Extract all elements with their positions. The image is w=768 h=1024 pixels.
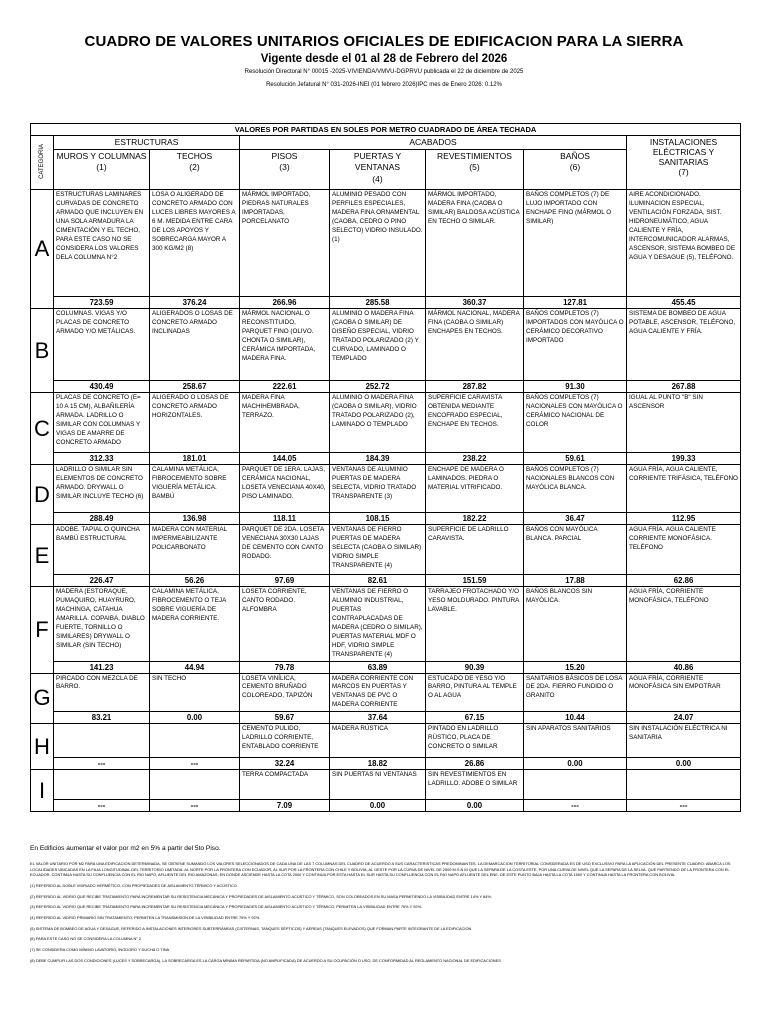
value-cell: 238.22 (426, 453, 524, 465)
value-cell: 0.00 (524, 758, 627, 770)
values-row-a (31, 297, 741, 309)
description-cell: BAÑOS COMPLETOS (7) NACIONALES BLANCOS CON MAYÓLICA BLANCA. (524, 465, 627, 513)
value-cell: 56.26 (150, 575, 240, 587)
category-letter: B (31, 309, 54, 393)
description-cell: AGUA FRÍA. AGUA CALIENTE CORRIENTE MONOFÁSICA. TELÉFONO (627, 525, 741, 575)
column-header-2-num: (2) (189, 162, 200, 173)
value-cell: 32.24 (240, 758, 330, 770)
description-cell: ALUMINIO O MADERA FINA (CAOBA O SIMILAR), VIDRIO TRATADO POLARIZADO (2), LAMINADO O TEMPLADO (330, 393, 426, 453)
category-row-f (31, 587, 741, 662)
value-cell: 0.00 (426, 800, 524, 812)
description-cell: MADERA CORRIENTE CON MARCOS EN PUERTAS Y VENTANAS DE PVC O MADERA CORRIENTE (330, 673, 426, 712)
value-cell: 44.94 (150, 661, 240, 673)
value-cell: 258.67 (150, 381, 240, 393)
note-paragraph: (8) DEBE CUMPLIR LAS DOS CONDICIONES (LUCES Y SOBRECARGA). LA SOBRECARGA ES LA CARGA MÍNIMA REPARTIDA (NO AMPLIFICADA) DE ACUERDO A SU OCUPACIÓN O USO, DE CONFORMIDAD AL REGLAMENTO NACIONAL DE EDIFICACIONES (30, 957, 501, 963)
resolution-reference: Resolución Directoral N° 00015 -2025-VIVIENDA/VMVU-DGPRVU publicada el 22 de diciembre de 2025 (244, 69, 524, 75)
column-header-3 (240, 150, 330, 190)
validity-period: Vigente desde el 01 al 28 de Febrero del 2026 (260, 53, 508, 65)
column-header-1-name: MUROS Y COLUMNAS (56, 151, 147, 161)
value-cell: 82.61 (330, 575, 426, 587)
value-cell: --- (150, 758, 240, 770)
value-cell: 181.01 (150, 453, 240, 465)
column-header-7-num: (7) (678, 167, 689, 177)
description-cell: IGUAL AL PUNTO "B" SIN ASCENSOR (627, 393, 741, 453)
value-cell: 144.05 (240, 453, 330, 465)
value-cell: 151.59 (426, 575, 524, 587)
note-paragraph: EL VALOR UNITARIO POR M2 PARA UNA EDIFICACION DETERMINADA, SE OBTIENE SUMANDO LOS VALORES SELECCIONADOS DE CADA UNA DE LAS 7 COLUMNAS DEL CUADRO DE ACUERDO A SUS CARACTERISTICAS PREDOMINANTES. LA DEMARCACION TERRITORIAL CONSIDERADA ES DE USO EXCLUSIVO PARA LA APLICACION DEL PRESENTE CUADRO: ABARCA LOS LOCALIDADES UBICADAS EN LA FAJA LONGITUDINAL DEL TERRITORIO LIMITADA: AL NORTE POR LA FRONTERA CON ECUADOR, AL SUR POR LA FRONTERA CON CHILE Y BOLIVIA; AL OESTE POR LA CURVA DE NIVEL DE 2000 M.S.N.M QUE LA SEPARA DE LA COSTA ESTE, POR UNA CURVA DE NIVEL QUE LA SEPARA DE LA SELVA. QUE PARTIENDO DE LA FRONTERA CON EL ECUADOR, CONTINUA HASTA SU CONFLUENCIA CON EL RIO NAPO, AFLUENTE DEL RIO AMAZONAS, EN DONDE ASCIENDE HASTA LA COTA 2000 Y CONTINUA POR ESTA HASTA EL SUR HASTA SU CONFLUENCIA CON EL RIO NAPO AFLUENTE DEL ENE. DE ESTE PUNTO BAJA HASTA LA COTA 1500 Y CONTINUA HASTA LA FRONTERA CON BOLIVIA. (30, 861, 731, 878)
description-cell: BAÑOS BLANCOS SIN MAYÓLICA. (524, 587, 627, 662)
description-cell: ESTUCADO DE YESO Y/O BARRO, PINTURA AL TEMPLE O AL AGUA (426, 673, 524, 712)
description-cell: SIN REVESTIMIENTOS EN LADRILLO. ADOBE O SIMILAR (426, 770, 524, 800)
values-row-g (31, 712, 741, 724)
description-cell: SUPERFICIE CARAVISTA OBTENIDA MEDIANTE ENCOFRADO ESPECIAL, ENCHAPE EN TECHOS. (426, 393, 524, 453)
column-header-4 (330, 150, 426, 190)
value-cell: --- (54, 800, 150, 812)
values-row-f (31, 661, 741, 673)
categoria-header (31, 136, 54, 190)
description-cell: TARRAJEO FROTACHADO Y/O YESO MOLDURADO. PINTURA LAVABLE. (426, 587, 524, 662)
category-row-g (31, 673, 741, 712)
description-cell: PARQUET DE 2DA. LOSETA VENECIANA 30X30 LAJAS DE CEMENTO CON CANTO RODADO. (240, 525, 330, 575)
description-cell: VENTANAS DE FIERRO O ALUMINIO INDUSTRIAL, PUERTAS CONTRAPLACADAS DE MADERA (CEDRO O SIMILAR), PUERTAS MATERIAL MDF O HDF, VIDRIO SIMPLE TRANSPARENTE (4) (330, 587, 426, 662)
column-header-2-name: TECHOS (176, 151, 213, 161)
description-cell: MADERA FINA MACHIHEMBRADA, TERRAZO. (240, 393, 330, 453)
value-cell: 287.82 (426, 381, 524, 393)
description-cell (524, 770, 627, 800)
column-header-7-name: INSTALACIONES ELÉCTRICAS Y SANITARIAS (649, 137, 718, 167)
value-cell: 10.44 (524, 712, 627, 724)
category-letter: I (31, 770, 54, 812)
category-row-b (31, 309, 741, 381)
description-cell: MÁRMOL IMPORTADO, MADERA FINA (CAOBA O SIMILAR) BALDOSA ACÚSTICA EN TECHO O SIMILAR. (426, 190, 524, 297)
category-row-e (31, 525, 741, 575)
value-cell: 118.11 (240, 513, 330, 525)
description-cell: LOSETA CORRIENTE, CANTO RODADO. ALFOMBRA (240, 587, 330, 662)
description-cell: ENCHAPE DE MADERA O LAMINADOS. PIEDRA O MATERIAL VITRIFICADO. (426, 465, 524, 513)
group-estructuras: ESTRUCTURAS (54, 136, 240, 150)
value-cell: 222.61 (240, 381, 330, 393)
group-acabados: ACABADOS (240, 136, 627, 150)
description-cell: PLACAS DE CONCRETO (E= 10 A 15 CM), ALBAÑILERÍA ARMADA. LADRILLO O SIMILAR CON COLUMNAS Y VIGAS DE AMARRE DE CONCRETO ARMADO (54, 393, 150, 453)
category-row-h (31, 724, 741, 758)
column-header-4-name: PUERTAS Y VENTANAS (353, 151, 402, 173)
description-cell: MÁRMOL NACIONAL O RECONSTITUIDO, PARQUET FINO (OLIVO. CHONTA O SIMILAR), CERÁMICA IMPORTADA, MADERA FINA. (240, 309, 330, 381)
value-cell: 97.69 (240, 575, 330, 587)
value-cell: 312.33 (54, 453, 150, 465)
description-cell (54, 770, 150, 800)
value-cell: 182.22 (426, 513, 524, 525)
column-header-6 (524, 150, 627, 190)
value-cell: --- (54, 758, 150, 770)
value-cell: --- (524, 800, 627, 812)
column-header-6-num: (6) (569, 162, 581, 173)
values-row-e (31, 575, 741, 587)
category-row-d (31, 465, 741, 513)
table-banner: VALORES POR PARTIDAS EN SOLES POR METRO CUADRADO DE ÁREA TECHADA (31, 124, 741, 136)
description-cell: ALIGERADOS O LOSAS DE CONCRETO ARMADO INCLINADAS (150, 309, 240, 381)
description-cell (150, 770, 240, 800)
description-cell: PIRCADO CON MEZCLA DE BARRO. (54, 673, 150, 712)
description-cell: COLUMNAS. VIGAS Y/O PLACAS DE CONCRETO ARMADO Y/O METÁLICAS. (54, 309, 150, 381)
value-cell: 108.15 (330, 513, 426, 525)
description-cell: MADERA (ESTORAQUE, PUMAQUIRO, HUAYRURO, MACHINGA, CATAHUA AMARILLA. COPAIBA, DIABLO FUERTE, TORNILLO O SIMILARES) DRYWALL O SIMILAR (SIN TECHO) (54, 587, 150, 662)
category-letter: A (31, 190, 54, 309)
column-header-5-num: (5) (469, 162, 480, 173)
category-letter: F (31, 587, 54, 674)
description-cell: BAÑOS COMPLETOS (7) IMPORTADOS CON MAYÓLICA O CERÁMICO DECORATIVO IMPORTADO (524, 309, 627, 381)
note-paragraph: (1) REFERIDO AL DOBLE VIDRIADO HERMÉTICO, CON PROPIEDADES DE AISLAMIENTO TÉRMICO Y ACÚSTICO (30, 882, 237, 888)
column-header-1-num: (1) (96, 162, 107, 173)
description-cell: PINTADO EN LADRILLO RÚSTICO, PLACA DE CONCRETO O SIMILAR (426, 724, 524, 758)
description-cell: ALUMINIO O MADERA FINA (CAOBA O SIMILAR) DE DISEÑO ESPECIAL, VIDRIO TRATADO POLARIZADO (2) Y CURVADO, LAMINADO O TEMPLADO (330, 309, 426, 381)
description-cell: LOSETA VINÍLICA, CEMENTO BRUÑADO COLOREADO, TAPIZÓN (240, 673, 330, 712)
value-cell: 26.86 (426, 758, 524, 770)
column-header-3-num: (3) (279, 162, 290, 173)
description-cell: BAÑOS COMPLETOS (7) DE LUJO IMPORTADO CON ENCHAPE FINO (MÁRMOL O SIMILAR) (524, 190, 627, 297)
value-cell: 0.00 (627, 758, 741, 770)
description-cell: SISTEMA DE BOMBEO DE AGUA POTABLE, ASCENSOR, TELÉFONO, AGUA CALIENTE Y FRÍA. (627, 309, 741, 381)
column-header-5-name: REVESTIMIENTOS (437, 151, 512, 161)
value-cell: 226.47 (54, 575, 150, 587)
inflation-reference: Resolución Jefatural N° 031-2026-INEI (01 febrero 2026)IPC mes de Enero 2026: 0.12% (266, 82, 502, 88)
value-cell: 136.98 (150, 513, 240, 525)
value-cell: 17.88 (524, 575, 627, 587)
note-paragraph: (7) SE CONSIDERA COMO MÍNIMO LAVATORIO, INODORO Y DUCHA O TINA (30, 946, 170, 952)
categoria-label: CATEGORÍA (39, 144, 45, 179)
description-cell: CALAMINA METÁLICA, FIBROCEMENTO SOBRE VIGUERÍA METÁLICA. BAMBÚ (150, 465, 240, 513)
description-cell (627, 770, 741, 800)
values-row-d (31, 513, 741, 525)
value-cell: 59.67 (240, 712, 330, 724)
value-cell: 252.72 (330, 381, 426, 393)
value-cell: 430.49 (54, 381, 150, 393)
value-cell: 112.95 (627, 513, 741, 525)
description-cell: BAÑOS CON MAYÓLICA BLANCA. PARCIAL (524, 525, 627, 575)
value-cell: 63.89 (330, 661, 426, 673)
value-cell: 7.09 (240, 800, 330, 812)
value-cell: 141.23 (54, 661, 150, 673)
values-table (30, 123, 741, 812)
description-cell: AGUA FRÍA, AGUA CALIENTE, CORRIENTE TRIFÁSICA, TELÉFONO (627, 465, 741, 513)
category-row-i (31, 770, 741, 800)
value-cell: 184.39 (330, 453, 426, 465)
description-cell: SIN PUERTAS NI VENTANAS (330, 770, 426, 800)
column-header-6-name: BAÑOS (560, 151, 590, 161)
value-cell: 267.88 (627, 381, 741, 393)
column-header-1 (54, 150, 150, 190)
note-paragraph: (6) PARA ESTE CASO NO SE CONSIDERA LA COLUMNA N° 2 (30, 936, 142, 942)
value-cell: 36.47 (524, 513, 627, 525)
description-cell (54, 724, 150, 758)
description-cell: MADERA RÚSTICA (330, 724, 426, 758)
value-cell: 37.64 (330, 712, 426, 724)
description-cell: SIN TECHO (150, 673, 240, 712)
description-cell: CEMENTO PULIDO, LADRILLO CORRIENTE, ENTABLADO CORRIENTE (240, 724, 330, 758)
note-paragraph: (4) REFERIDO AL VIDRIO PRIMARIO SIN TRATAMIENTO, PERMITEN LA TRANSMISION DE LA VISIBILIDAD ENTRE 75% Y 92%. (30, 914, 261, 920)
value-cell: 455.45 (627, 297, 741, 309)
category-row-a (31, 190, 741, 297)
description-cell: TERRA COMPACTADA (240, 770, 330, 800)
description-cell (150, 724, 240, 758)
value-cell: 288.49 (54, 513, 150, 525)
category-letter: H (31, 724, 54, 770)
column-header-7 (627, 136, 741, 190)
value-cell: 24.07 (627, 712, 741, 724)
category-letter: E (31, 525, 54, 587)
value-cell: 90.39 (426, 661, 524, 673)
description-cell: ALIGERADO O LOSAS DE CONCRETO ARMADO HORIZONTALES. (150, 393, 240, 453)
value-cell: 91.30 (524, 381, 627, 393)
column-header-4-num: (4) (372, 173, 383, 184)
description-cell: VENTANAS DE FIERRO PUERTAS DE MADERA SELECTA (CAOBA O SIMILAR) VIDRIO SIMPLE TRANSPARENTE (4) (330, 525, 426, 575)
values-row-h (31, 758, 741, 770)
value-cell: 79.78 (240, 661, 330, 673)
value-cell: 285.58 (330, 297, 426, 309)
description-cell: CALAMINA METÁLICA, FIBROCEMENTO O TEJA SOBRE VIGUERÍA DE MADERA CORRIENTE. (150, 587, 240, 662)
value-cell: --- (150, 800, 240, 812)
description-cell: SANITARIOS BÁSICOS DE LOSA DE 2DA. FIERRO FUNDIDO O GRANITO (524, 673, 627, 712)
values-row-i (31, 800, 741, 812)
description-cell: SIN APARATOS SANITARIOS (524, 724, 627, 758)
description-cell: SUPERFICIE DE LADRILLO CARAVISTA. (426, 525, 524, 575)
description-cell: ESTRUCTURAS LAMINARES CURVADAS DE CONCRETO ARMADO QUE INCLUYEN EN UNA SOLA ARMADURA LA CIMENTACIÓN Y EL TECHO, PARA ESTE CASO NO SE CONSIDERA LOS VALORES DELA COLUMNA N°2 (54, 190, 150, 297)
value-cell: 360.37 (426, 297, 524, 309)
value-cell: 67.15 (426, 712, 524, 724)
document-title: CUADRO DE VALORES UNITARIOS OFICIALES DE EDIFICACION PARA LA SIERRA (84, 33, 684, 50)
value-cell: 59.61 (524, 453, 627, 465)
values-row-c (31, 453, 741, 465)
value-cell: 266.96 (240, 297, 330, 309)
description-cell: MÁRMOL IMPORTADO, PIEDRAS NATURALES IMPORTADAS, PORCELANATO (240, 190, 330, 297)
value-cell: 62.86 (627, 575, 741, 587)
notes-section (30, 861, 740, 968)
description-cell: BAÑOS COMPLETOS (7) NACIONALES CON MAYÓLICA O CERÁMICO NACIONAL DE COLOR (524, 393, 627, 453)
value-cell: 83.21 (54, 712, 150, 724)
description-cell: MÁRMOL NACIONAL, MADERA FINA (CAOBA O SIMILAR) ENCHAPES EN TECHOS. (426, 309, 524, 381)
value-cell: 40.86 (627, 661, 741, 673)
description-cell: ALUMINIO PESADO CON PERFILES ESPECIALES, MADERA FINA ORNAMENTAL (CAOBA, CEDRO O PINO SELECTO) VIDRIO INSULADO. (1) (330, 190, 426, 297)
note-paragraph: (2) REFERIDO AL VIDRIO QUE RECIBE TRATAMIENTO PARA INCREMENTAR SU RESISTENCIA MECÁNICA Y PROPIEDADES DE AISLAMIENTO ACÚSTICO Y TÉRMICO, SON COLOREADOS EN SU MASA PERMITIENDO LA VISIBILIDAD ENTRE 14% Y 84%. (30, 893, 492, 899)
description-cell: PARQUET DE 1ERA. LAJAS, CERÁMICA NACIONAL, LOSETA VENECIANA 40X40, PISO LAMINADO. (240, 465, 330, 513)
description-cell: LADRILLO O SIMILAR SIN ELEMENTOS DE CONCRETO ARMADO. DRYWALL O SIMILAR INCLUYE TECHO (6) (54, 465, 150, 513)
column-header-3-name: PISOS (271, 151, 298, 161)
description-cell: VENTANAS DE ALUMINIO PUERTAS DE MADERA SELECTA, VIDRIO TRATADO TRANSPARENTE (3) (330, 465, 426, 513)
description-cell: MADERA CON MATERIAL IMPERMEABILIZANTE POLICARBONATO (150, 525, 240, 575)
description-cell: AGUA FRÍA, CORRIENTE MONOFÁSICA SIN EMPOTRAR (627, 673, 741, 712)
category-letter: C (31, 393, 54, 465)
values-row-b (31, 381, 741, 393)
value-cell: 376.24 (150, 297, 240, 309)
description-cell: LOSA O ALIGERADO DE CONCRETO ARMADO CON LUCES LIBRES MAYORES A 6 M. MEDIDA ENTRE CARA DE LOS APOYOS Y SOBRECARGA MAYOR A 300 KG/M2 (8) (150, 190, 240, 297)
description-cell: ADOBE. TAPIAL O QUINCHA BAMBÚ ESTRUCTURAL (54, 525, 150, 575)
category-row-c (31, 393, 741, 453)
value-cell: 0.00 (330, 800, 426, 812)
value-cell: --- (627, 800, 741, 812)
value-cell: 0.00 (150, 712, 240, 724)
category-letter: D (31, 465, 54, 525)
footnote: En Edificios aumentar el valor por m2 en 5% a partir del 5to Piso. (30, 845, 221, 852)
description-cell: AIRE ACONDICIONADO. ILUMINACION ESPECIAL, VENTILACIÓN FORZADA, SIST. HIDRONEUMÁTICO, AGUA CALIENTE Y FRÍA, INTERCOMUNICADOR ALARMAS, ASCENSOR, SISTEMA BOMBEO DE AGUA Y DESAGUE (5), TELÉFONO. (627, 190, 741, 297)
category-letter: G (31, 673, 54, 724)
note-paragraph: (5) SISTEMA DE BOMBEO DE AGUA Y DESAGUE, REFERIDO A INSTALACIONES INTERIORES SUBTERRÁNEAS (CISTERNAS, TANQUES SÉPTICOS) Y AEREAS (TANQUES ELEVADOS) QUE FORMAN PARTE INTEGRANTE DE LA EDIFICACION (30, 925, 472, 931)
note-paragraph: (3) REFERIDO AL VIDRIO QUE RECIBE TRATAMIENTO PARA INCREMENTAR SU RESISTENCIA MECÁNICA Y PROPIEDADES DE AISLAMIENTO ACÚSTICO Y TÉRMICO, PERMITEN LA VISIBILIDAD ENTRE 75% Y 92%. (30, 904, 423, 910)
value-cell: 15.20 (524, 661, 627, 673)
value-cell: 723.59 (54, 297, 150, 309)
description-cell: AGUA FRÍA, CORRIENTE MONOFÁSICA, TELÉFONO (627, 587, 741, 662)
value-cell: 199.33 (627, 453, 741, 465)
value-cell: 18.82 (330, 758, 426, 770)
column-header-2 (150, 150, 240, 190)
value-cell: 127.81 (524, 297, 627, 309)
description-cell: SIN INSTALACIÓN ELÉCTRICA NI SANITARIA (627, 724, 741, 758)
column-header-5 (426, 150, 524, 190)
